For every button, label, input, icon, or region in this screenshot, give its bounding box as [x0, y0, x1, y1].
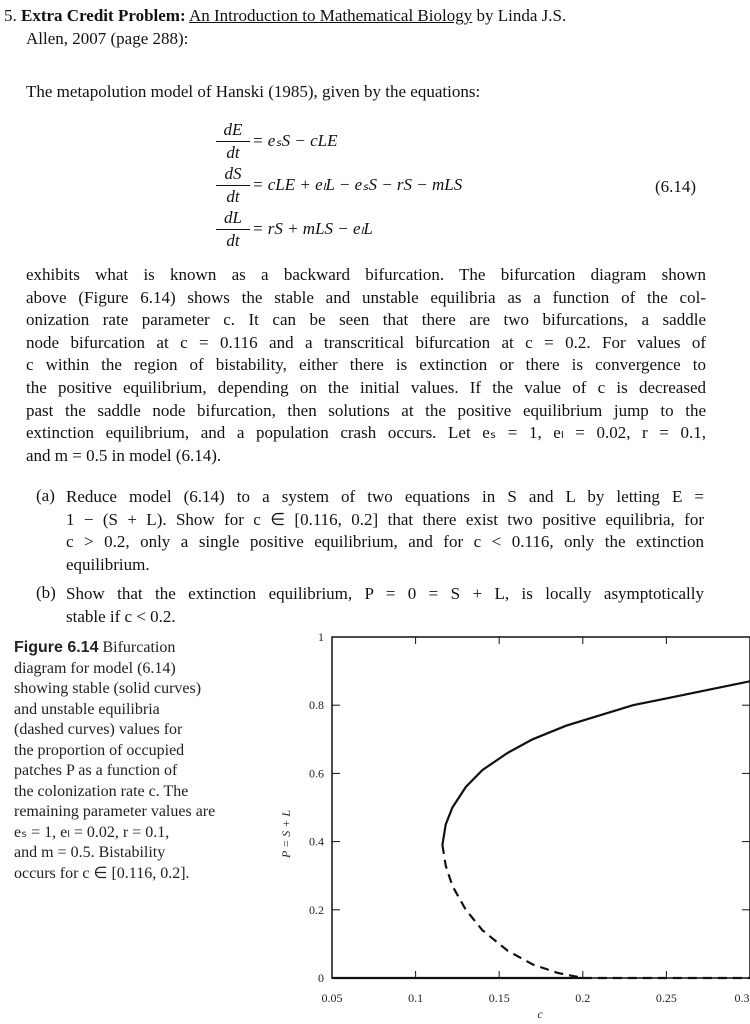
- caption-line: (dashed curves) values for: [14, 721, 183, 738]
- equation-rhs: = rS + mLS − eₗL: [252, 219, 373, 238]
- item-a-label: (a): [36, 486, 55, 505]
- series-stable-positive-equilibrium: [442, 681, 750, 845]
- equation-number: (6.14): [655, 177, 697, 196]
- paragraph-line: extinction equilibrium, and a population crash occurs. Let eₛ = 1, eₗ = 0.02, r = 0.1,: [26, 423, 706, 443]
- paragraph-line: the positive equilibrium, depending on the initial values. If the value of c is decreased: [26, 377, 706, 397]
- item-line: 1 − (S + L). Show for c ∈ [0.116, 0.2] that there exist two positive equilibria, for: [66, 509, 704, 529]
- book-title: An Introduction to Mathematical Biology: [188, 6, 473, 25]
- caption-line: Bifurcation: [98, 639, 176, 656]
- x-tick-label: 0.3: [734, 991, 750, 1005]
- fraction-ds-dt: [216, 164, 250, 207]
- fraction-denominator: dt: [226, 187, 240, 206]
- x-axis-label: c: [537, 1007, 543, 1021]
- fraction-numerator: dE: [223, 120, 243, 139]
- y-axis: [309, 630, 750, 985]
- paragraph-line: node bifurcation at c = 0.116 and a transcritical bifurcation at c = 0.2. For values of: [26, 332, 706, 352]
- plot-frame: [332, 637, 750, 978]
- series-group: [332, 681, 750, 978]
- item-line: equilibrium.: [66, 554, 150, 574]
- y-axis-label: P = S + L: [279, 810, 293, 858]
- paragraph-line: onization rate parameter c. It can be seen that there are two bifurcations, a saddle: [26, 310, 706, 330]
- problem-heading: [4, 4, 739, 50]
- caption-line: eₛ = 1, eₗ = 0.02, r = 0.1,: [14, 823, 170, 841]
- x-tick-label: 0.15: [488, 991, 510, 1005]
- item-line: Reduce model (6.14) to a system of two equations in S and L by letting E =: [66, 487, 704, 506]
- x-axis: [322, 637, 750, 1005]
- caption-line: the colonization rate c. The: [14, 782, 189, 800]
- author-prefix: by Linda J.S.: [472, 6, 567, 25]
- bifurcation-chart: [270, 620, 750, 1024]
- author-line: Allen, 2007 (page 288):: [26, 29, 189, 48]
- item-line: c > 0.2, only a single positive equilibrium, and for c < 0.116, only the extinction: [66, 532, 704, 552]
- x-tick-label: 0.05: [321, 991, 343, 1005]
- paragraph-line: exhibits what is known as a backward bifurcation. The bifurcation diagram shown: [26, 265, 706, 284]
- fraction-denominator: dt: [226, 143, 240, 162]
- paragraph-line: and m = 0.5 in model (6.14).: [26, 445, 222, 465]
- caption-line: remaining parameter values are: [14, 803, 216, 820]
- y-tick-label: 0.4: [309, 834, 324, 849]
- y-tick-label: 0.2: [309, 902, 324, 917]
- figure-label: Figure 6.14: [14, 639, 99, 656]
- problem-label: Extra Credit Problem:: [21, 6, 186, 25]
- equation-rhs: = cLE + eₗL − eₛS − rS − mLS: [252, 175, 463, 194]
- paragraph-line: past the saddle node bifurcation, then solutions at the positive equilibrium jump to the: [26, 400, 706, 420]
- fraction-denominator: dt: [226, 231, 240, 250]
- caption-line: showing stable (solid curves): [14, 680, 202, 697]
- figure-caption: [14, 638, 264, 884]
- caption-line: the proportion of occupied: [14, 741, 185, 759]
- item-a-text: [66, 486, 704, 576]
- y-tick-label: 0.6: [309, 766, 324, 781]
- problem-number: 5.: [4, 6, 17, 25]
- paragraph-line: above (Figure 6.14) shows the stable and unstable equilibria as a function of the col-: [26, 287, 706, 307]
- equation-rhs: = eₛS − cLE: [252, 131, 338, 150]
- fraction-numerator: dL: [224, 208, 242, 227]
- caption-line: occurs for c ∈ [0.116, 0.2].: [14, 864, 190, 882]
- x-tick-label: 0.2: [575, 991, 591, 1005]
- series-unstable-positive-equilibrium: [442, 845, 582, 978]
- body-paragraph: [26, 264, 706, 467]
- fraction-numerator: dS: [224, 164, 242, 183]
- caption-line: patches P as a function of: [14, 762, 178, 779]
- item-b-label: (b): [36, 583, 56, 602]
- y-tick-label: 0: [318, 971, 324, 985]
- item-line: Show that the extinction equilibrium, P = 0 = S + L, is locally asymptotically: [66, 584, 704, 603]
- item-line: stable if c < 0.2.: [66, 606, 176, 626]
- caption-line: and m = 0.5. Bistability: [14, 844, 166, 861]
- y-tick-label: 1: [318, 630, 324, 644]
- x-tick-label: 0.1: [408, 991, 424, 1005]
- fraction-de-dt: [216, 120, 250, 163]
- caption-line: diagram for model (6.14): [14, 659, 176, 677]
- caption-line: and unstable equilibria: [14, 700, 160, 718]
- paragraph-line: c within the region of bistability, either there is extinction or there is convergence to: [26, 355, 706, 375]
- y-tick-label: 0.8: [309, 698, 324, 713]
- intro-text: The metapolution model of Hanski (1985), given by the equations:: [26, 82, 481, 101]
- x-tick-label: 0.25: [655, 991, 677, 1005]
- fraction-dl-dt: [216, 208, 250, 251]
